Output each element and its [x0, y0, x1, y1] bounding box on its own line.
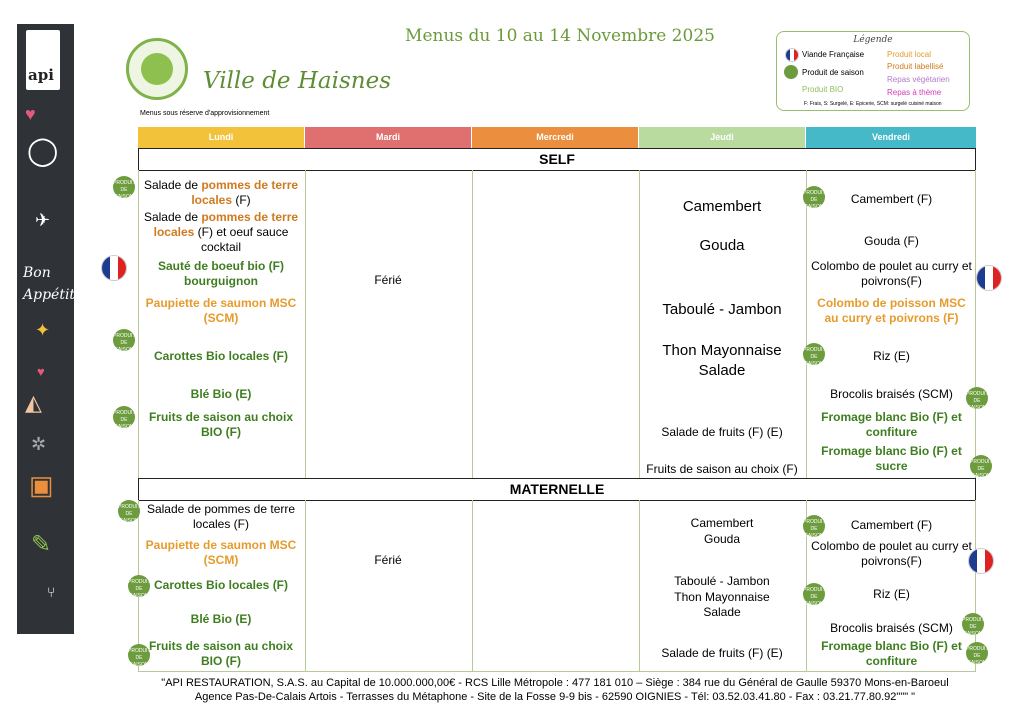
self-vendredi-item-6: Brocolis braisés (SCM)	[830, 387, 953, 401]
page-title: Menus du 10 au 14 Novembre 2025	[405, 26, 715, 46]
french-flag-icon	[101, 255, 127, 281]
lightbulb-icon: ✦	[35, 320, 51, 340]
self-jeudi-item-4: Thon Mayonnaise Salade	[662, 342, 782, 379]
mat-mardi-holiday: Férié	[374, 553, 402, 567]
mat-jeudi-item-4: Thon Mayonnaise	[674, 590, 770, 604]
legend-box	[776, 31, 970, 111]
mat-lundi-item-4: Blé Bio (E)	[190, 612, 252, 626]
self-vendredi-item-1: Camembert (F)	[850, 192, 933, 206]
season-badge-icon: PRODUIT DE SAISON	[962, 613, 984, 635]
legend-saison: Produit de saison	[802, 68, 864, 77]
menu-table	[138, 127, 976, 673]
self-lundi-item-7: Fruits de saison au choix BIO (F)	[148, 410, 294, 439]
self-jeudi-item-6: Fruits de saison au choix (F)	[646, 462, 798, 476]
self-mardi-holiday: Férié	[374, 273, 402, 287]
season-badge-icon: PRODUIT DE SAISON	[803, 515, 825, 537]
self-vendredi-item-8: Fromage blanc Bio (F) et sucre	[821, 444, 962, 473]
decorative-strip	[17, 24, 74, 634]
legend-theme: Repas à thème	[887, 88, 942, 97]
column-divider	[138, 170, 139, 478]
french-flag-icon	[785, 48, 799, 62]
label-seal-logo	[126, 38, 188, 100]
api-logo: api	[26, 30, 60, 90]
supply-note: Menus sous réserve d'approvisionnement	[140, 110, 270, 117]
self-vendredi-item-7: Fromage blanc Bio (F) et confiture	[821, 410, 962, 439]
column-divider	[975, 170, 976, 478]
legend-local: Produit local	[887, 50, 932, 59]
season-badge-icon: PRODUIT DE SAISON	[113, 329, 135, 351]
self-lundi-item-3: Sauté de boeuf bio (F) bourguignon	[158, 259, 284, 288]
self-lundi-item-5: Carottes Bio locales (F)	[153, 349, 289, 363]
self-lundi-item-6: Blé Bio (E)	[190, 387, 252, 401]
day-header-jeudi: Jeudi	[639, 127, 805, 148]
self-lundi-item-4: Paupiette de saumon MSC (SCM)	[145, 296, 297, 325]
mat-vendredi-item-4: Brocolis braisés (SCM)	[830, 621, 953, 635]
column-divider	[472, 170, 473, 478]
mat-jeudi-item-2: Gouda	[703, 532, 741, 546]
mat-lundi-item-1: Salade de pommes de terre locales (F)	[146, 502, 296, 531]
self-vendredi-item-2: Gouda (F)	[864, 234, 919, 248]
heart-icon: ♥	[37, 364, 45, 379]
season-badge-icon: PRODUIT DE SAISON	[113, 406, 135, 428]
mat-jeudi-item-3: Taboulé - Jambon	[674, 574, 770, 588]
mat-jeudi-item-6: Salade de fruits (F) (E)	[661, 646, 783, 660]
legend-footnote: F: Frais, S: Surgelé, E: Epicerie, SCM: surgelé cuisiné maison	[804, 101, 942, 107]
mat-vendredi-item-2: Colombo de poulet au curry et poivrons(F)	[811, 539, 972, 568]
french-flag-icon	[976, 265, 1002, 291]
season-badge-icon: PRODUIT DE SAISON	[803, 343, 825, 365]
footer-line-1: "API RESTAURATION, S.A.S. au Capital de 10.000.000,00€ - RCS Lille Métropole : 477 181 010 – Siège : 384 rue du Général de Gaulle 59370 Mons-en-Baroeul	[161, 677, 949, 689]
season-badge-icon	[784, 65, 798, 79]
town-name: Ville de Haisnes	[203, 68, 391, 94]
fork-icon: ⑂	[47, 584, 56, 600]
self-vendredi-item-5: Riz (E)	[873, 349, 910, 363]
mat-vendredi-item-1: Camembert (F)	[850, 518, 933, 532]
table-bottom-border	[138, 671, 976, 672]
legend-labellise: Produit labellisé	[887, 62, 944, 71]
section-self: SELF	[138, 148, 976, 171]
column-divider	[472, 500, 473, 671]
season-badge-icon: PRODUIT DE SAISON	[966, 642, 988, 664]
section-maternelle: MATERNELLE	[138, 478, 976, 501]
mat-vendredi-item-5: Fromage blanc Bio (F) et confiture	[821, 639, 962, 668]
paper-plane-icon: ✈	[35, 210, 51, 230]
footer-line-2: Agence Pas-De-Calais Artois - Terrasses du Métaphone - Site de la Fosse 9-9 bis - 62590 OIGNIES - Tél: 03.52.03.41.80 - Fax : 03.21.77.80.92""" "	[194, 691, 916, 703]
legend-bio: Produit BIO	[802, 85, 844, 94]
day-header-lundi: Lundi	[138, 127, 304, 148]
heart-icon: ♥	[25, 104, 36, 124]
column-divider	[305, 500, 306, 671]
season-badge-icon: PRODUIT DE SAISON	[803, 186, 825, 208]
day-header-mercredi: Mercredi	[472, 127, 638, 148]
self-lundi-item-2: Salade de pommes de terre locales (F) et oeuf sauce cocktail	[143, 210, 299, 254]
self-jeudi-item-2: Gouda	[699, 237, 745, 254]
gear-icon: ✲	[31, 434, 47, 454]
mat-lundi-item-3: Carottes Bio locales (F)	[153, 578, 289, 592]
self-vendredi-item-4: Colombo de poisson MSC au curry et poivrons (F)	[817, 296, 966, 325]
legend-vegetarien: Repas végétarien	[887, 75, 950, 84]
season-badge-icon: PRODUIT DE SAISON	[113, 176, 135, 198]
cake-icon: ◭	[25, 390, 42, 415]
apple-icon: ◯	[27, 135, 59, 166]
drink-icon: ▣	[29, 470, 54, 500]
column-divider	[806, 170, 807, 478]
column-divider	[305, 170, 306, 478]
season-badge-icon: PRODUIT DE SAISON	[966, 387, 988, 409]
mat-jeudi-item-5: Salade	[703, 605, 741, 619]
self-jeudi-item-5: Salade de fruits (F) (E)	[661, 425, 783, 439]
bon-appetit-text: Bon Appétit	[23, 265, 76, 303]
mat-lundi-item-2: Paupiette de saumon MSC (SCM)	[145, 538, 297, 567]
season-badge-icon: PRODUIT DE SAISON	[128, 575, 150, 597]
legend-title: Légende	[853, 35, 893, 45]
self-jeudi-item-3: Taboulé - Jambon	[662, 301, 782, 318]
mat-lundi-item-5: Fruits de saison au choix BIO (F)	[148, 639, 294, 668]
legend-viande: Viande Française	[802, 50, 865, 59]
day-header-vendredi: Vendredi	[806, 127, 976, 148]
self-lundi-item-1: Salade de pommes de terre locales (F)	[143, 178, 299, 207]
mat-vendredi-item-3: Riz (E)	[873, 587, 910, 601]
season-badge-icon: PRODUIT DE SAISON	[970, 455, 992, 477]
pencil-icon: ✎	[31, 531, 52, 558]
self-vendredi-item-3: Colombo de poulet au curry et poivrons(F)	[811, 259, 972, 288]
season-badge-icon: PRODUIT DE SAISON	[118, 500, 140, 522]
french-flag-icon	[968, 548, 994, 574]
day-header-mardi: Mardi	[305, 127, 471, 148]
company-footer	[140, 676, 970, 704]
self-jeudi-item-1: Camembert	[682, 198, 762, 215]
mat-jeudi-item-1: Camembert	[690, 516, 754, 530]
season-badge-icon: PRODUIT DE SAISON	[128, 644, 150, 666]
season-badge-icon: PRODUIT DE SAISON	[803, 583, 825, 605]
